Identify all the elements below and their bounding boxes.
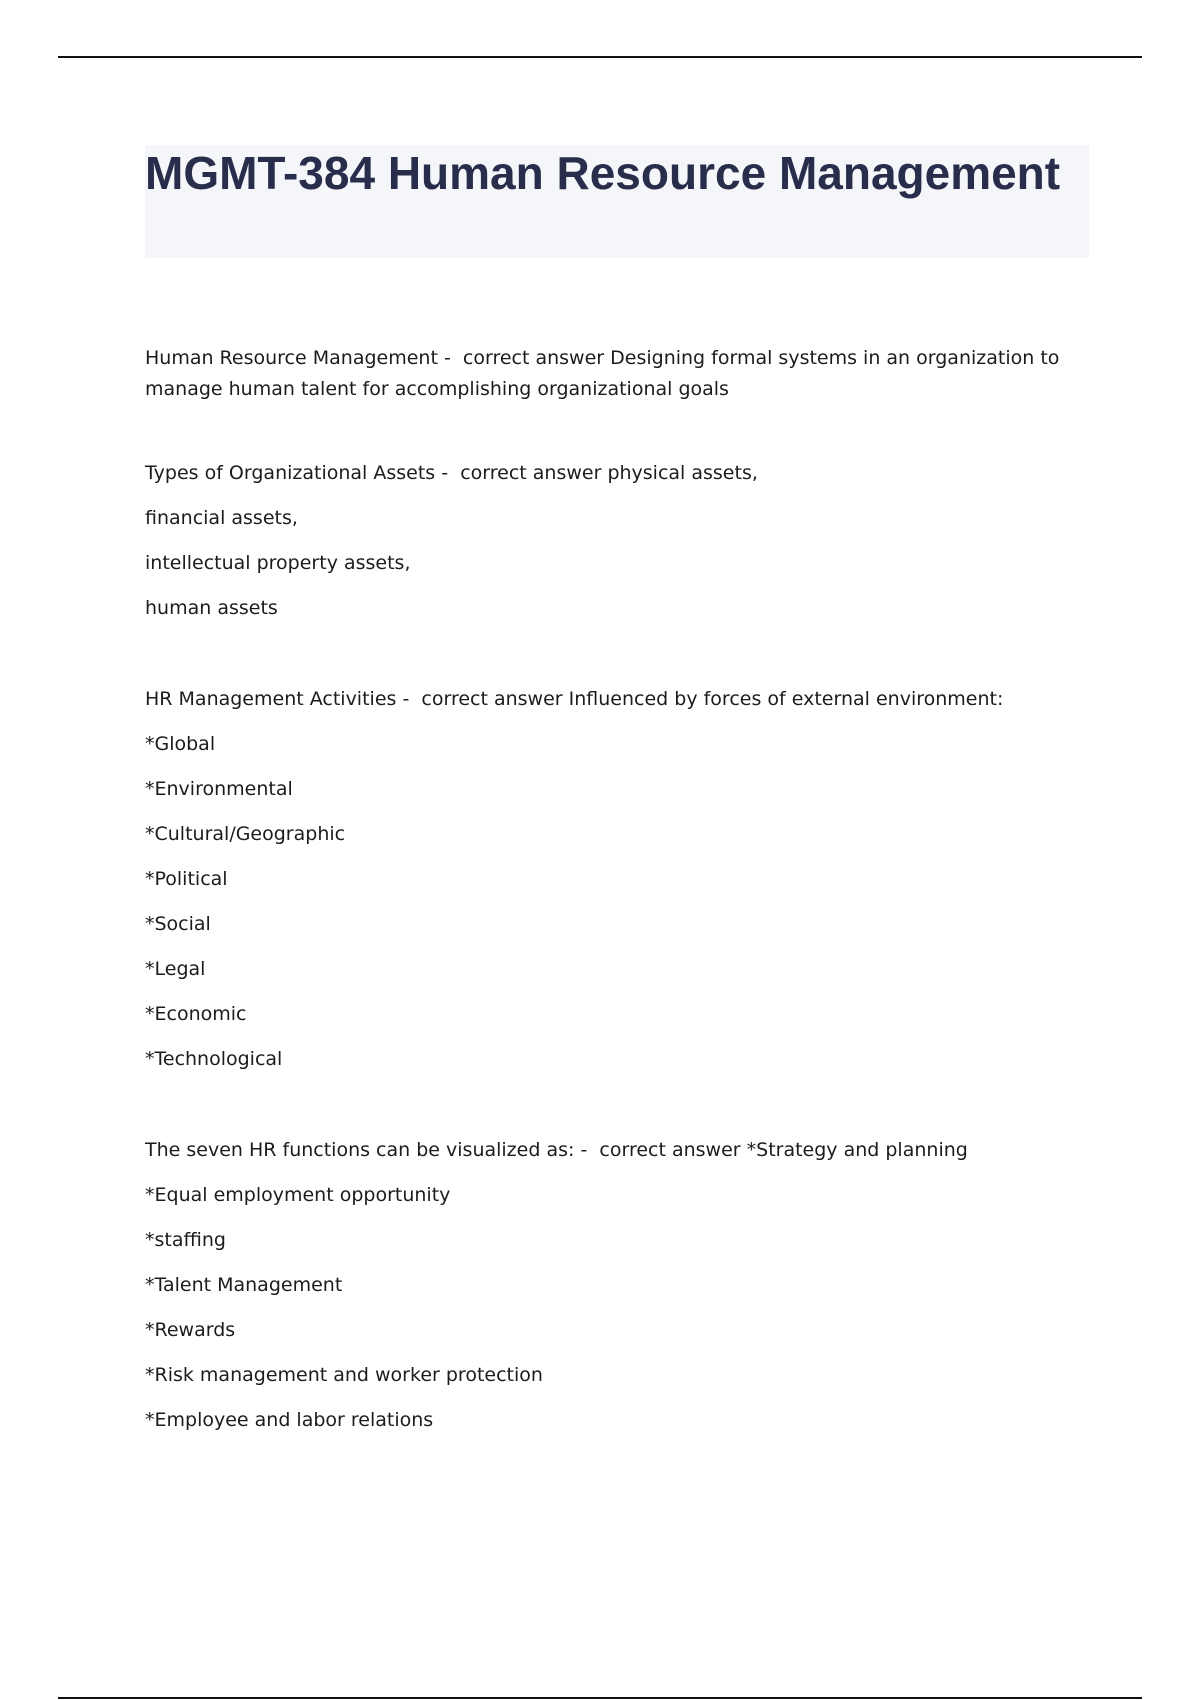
answer-line: *Equal employment opportunity bbox=[145, 1184, 451, 1206]
qa-first-line: Types of Organizational Assets - correct answer physical assets, bbox=[145, 462, 758, 484]
answer-line: *Environmental bbox=[145, 778, 293, 800]
answer-line: *Political bbox=[145, 868, 228, 890]
answer-line: *staffing bbox=[145, 1229, 226, 1251]
qa-term: HR Management Activities bbox=[145, 688, 397, 710]
answer-line: *Global bbox=[145, 733, 216, 755]
qa-item-hrm bbox=[145, 343, 1089, 405]
answer-line: intellectual property assets, bbox=[145, 552, 411, 574]
answer-prefix: correct answer bbox=[421, 688, 563, 710]
qa-term: Types of Organizational Assets bbox=[145, 462, 436, 484]
answer-line: *Legal bbox=[145, 958, 206, 980]
answer-line: human assets bbox=[145, 597, 278, 619]
answer-line: *Talent Management bbox=[145, 1274, 343, 1296]
answer-line: *Employee and labor relations bbox=[145, 1409, 434, 1431]
answer-text: Influenced by forces of external environment: bbox=[568, 688, 1004, 710]
answer-text: *Strategy and planning bbox=[746, 1139, 968, 1161]
qa-item-activities bbox=[145, 677, 1089, 1082]
qa-item-functions bbox=[145, 1128, 1089, 1443]
qa-first-line: The seven HR functions can be visualized as: - correct answer *Strategy and planning bbox=[145, 1139, 968, 1161]
answer-text: physical assets, bbox=[607, 462, 758, 484]
answer-line: *Rewards bbox=[145, 1319, 236, 1341]
answer-prefix: correct answer bbox=[599, 1139, 741, 1161]
answer-line: *Cultural/Geographic bbox=[145, 823, 346, 845]
answer-line: *Social bbox=[145, 913, 211, 935]
answer-line: *Economic bbox=[145, 1003, 247, 1025]
qa-first-line: Human Resource Management - correct answer Designing formal systems in an organization to manage human talent for accomplishing organizational goals bbox=[145, 347, 1060, 400]
title-box bbox=[145, 145, 1089, 258]
bottom-rule bbox=[58, 1697, 1142, 1699]
answer-line: *Risk management and worker protection bbox=[145, 1364, 543, 1386]
answer-line: *Technological bbox=[145, 1048, 283, 1070]
qa-item-assets bbox=[145, 451, 1089, 631]
qa-first-line: HR Management Activities - correct answer Influenced by forces of external environment: bbox=[145, 688, 1004, 710]
top-rule bbox=[58, 56, 1142, 58]
answer-line: financial assets, bbox=[145, 507, 298, 529]
answer-text: Designing formal systems in an organization to manage human talent for accomplishing organizational goals bbox=[145, 347, 1060, 400]
qa-term: The seven HR functions can be visualized as: bbox=[145, 1139, 575, 1161]
document-body bbox=[145, 343, 1089, 1489]
page-title: MGMT-384 Human Resource Management bbox=[145, 147, 1061, 199]
qa-term: Human Resource Management bbox=[145, 347, 438, 369]
answer-prefix: correct answer bbox=[462, 347, 605, 369]
answer-prefix: correct answer bbox=[460, 462, 602, 484]
